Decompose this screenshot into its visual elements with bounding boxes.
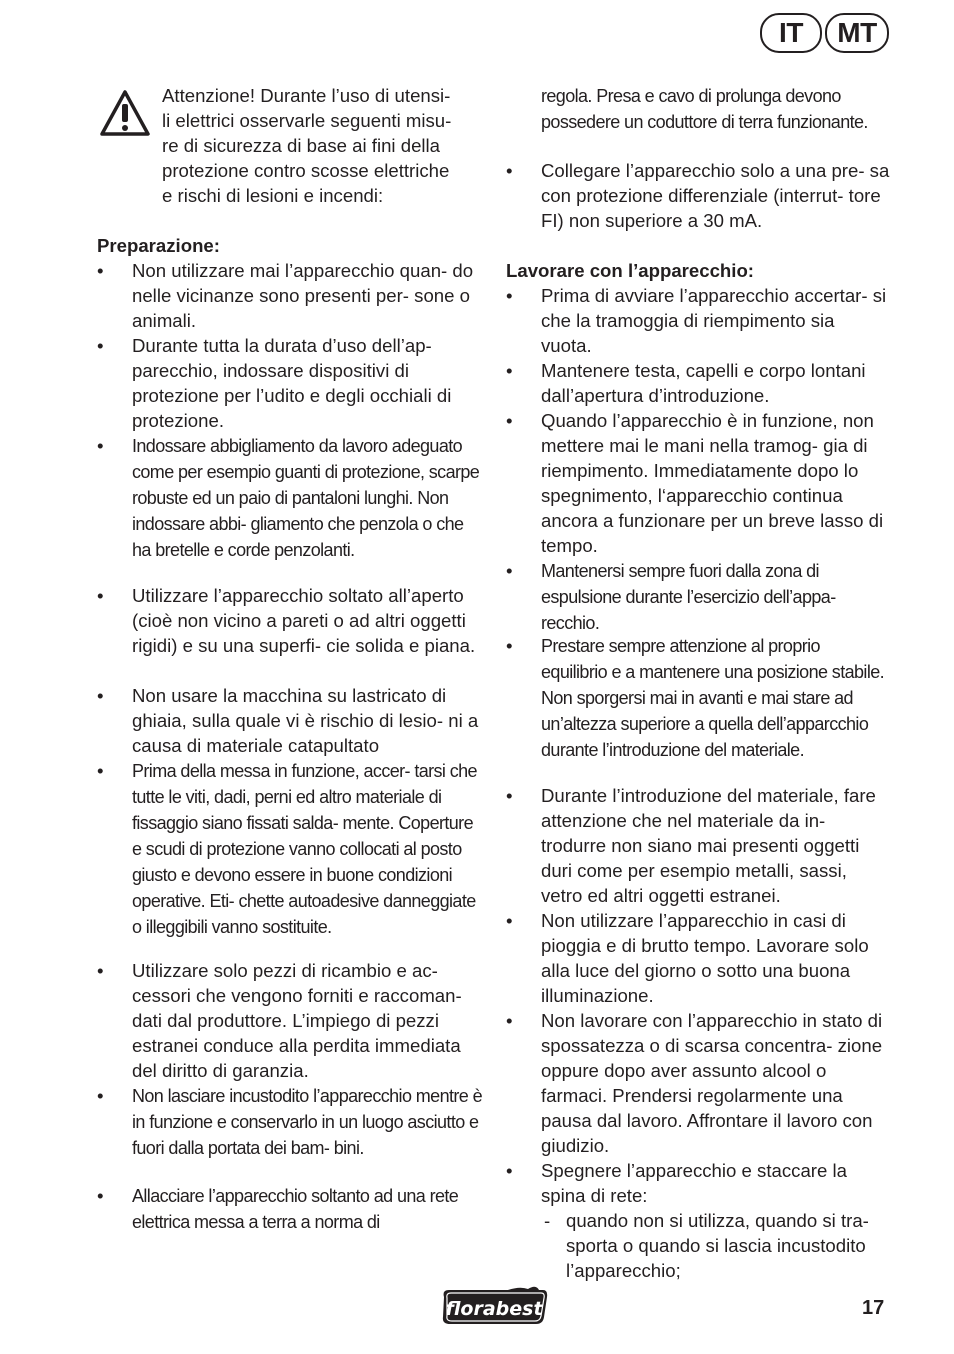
language-badges [760, 13, 889, 53]
warning-notice [97, 83, 482, 208]
sub-list-item: - quando non si utilizza, quando si tra- sporta o quando si lascia incustodito l’apparecchio; [544, 1210, 869, 1281]
list-item: • Non usare la macchina su lastricato di ghiaia, sulla quale vi è rischio di lesio- ni a causa di materiale catapultato [97, 685, 479, 756]
list-item: • Utilizzare solo pezzi di ricambio e ac- cessori che vengono forniti e raccoman- dati dal produttore. L’impiego di pezzi estranei conduce alla perdita immediata del diritto di garanzia. [97, 960, 462, 1081]
warning-line: li elettrici osservarle seguenti misu- [162, 110, 452, 131]
lavorare-list [506, 283, 890, 1283]
list-item: • Utilizzare l’apparecchio soltato all’aperto (cioè non vicino a pareti o ad altri oggetti rigidi) e su una superfi- cie solida e piana. [97, 585, 476, 656]
list-item: • Allacciare l’apparecchio soltanto ad una rete elettrica messa a terra a norma di [97, 1185, 459, 1232]
list-item: • Prima di avviare l’apparecchio accertar- si che la tramoggia di riempimento sia vuota. [506, 285, 887, 356]
left-column [97, 83, 482, 1233]
list-item: • Indossare abbigliamento da lavoro adeguato come per esempio guanti di protezione, scarpe robuste ed un paio di pantaloni lunghi. Non indossare abbi- gliamento che penzola o che ha bretelle e corde penzolanti. [97, 435, 480, 560]
list-item: • Durante tutta la durata d’uso dell’ap- parecchio, indossare dispositivi di protezione per l’udito e degli occhiali di protezione. [97, 335, 452, 431]
list-item: • Non lavorare con l’apparecchio in stato di spossatezza o di scarsa concentra- zione oppure dopo aver assunto alcool o farmaci. Prendersi regolarmente una pausa dal lavoro. Affrontare il lavoro con giudizio. [506, 1010, 883, 1156]
continuation-text: regola. Presa e cavo di prolunga devono possedere un coduttore di terra funzionante. [541, 86, 868, 132]
right-column [506, 83, 890, 1283]
list-item: • Prima della messa in funzione, accer- tarsi che tutte le viti, dadi, perni ed altro materiale di fissaggio siano fissati salda- mente. Coperture e scudi di protezione vanno collocati al posto giusto e devono essere in buone condizioni operative. Eti- chette autoadesive danneggiate o illeggibili vanno sostituite. [97, 760, 477, 937]
lang-badge-mt: MT [825, 13, 889, 53]
list-item: • Quando l’apparecchio è in funzione, non mettere mai le mani nella tramog- gia di riempimento. Immediatamente dopo lo spegnimento, l‘apparecchio continua ancora a funzionare per un breve lasso di tempo. [506, 410, 884, 556]
lang-badge-it: IT [760, 13, 822, 53]
warning-line: e rischi di lesioni e incendi: [162, 185, 384, 206]
section-heading-lavorare: Lavorare con l’apparecchio: [506, 260, 755, 281]
list-item: • Mantenere testa, capelli e corpo lontani dall’apertura d’introduzione. [506, 360, 866, 406]
list-item: • Mantenersi sempre fuori dalla zona di espulsione durante l’esercizio dell’appa- recchio. [506, 560, 836, 633]
warning-line: Attenzione! Durante l’uso di utensi- [162, 85, 451, 106]
florabest-logo [438, 1285, 550, 1327]
warning-triangle-icon [99, 89, 151, 137]
logo-text: florabest [445, 1298, 543, 1320]
page-number: 17 [862, 1297, 885, 1319]
preparazione-list [97, 258, 482, 1233]
warning-line: protezione contro scosse elettriche [162, 160, 450, 181]
list-item: • Non lasciare incustodito l’apparecchio mentre è in funzione e conservarlo in un luogo asciutto e fuori dalla portata dei bam- bini. [97, 1085, 483, 1158]
list-item: • Non utilizzare l’apparecchio in casi di pioggia e di brutto tempo. Lavorare solo alla luce del giorno o sotto una buona illuminazione. [506, 910, 869, 1006]
list-item: • Collegare l’apparecchio solo a una pre- sa con protezione differenziale (interrut- tore FI) non superiore a 30 mA. [506, 160, 890, 231]
section-heading-preparazione: Preparazione: [97, 235, 220, 256]
continuation-list [506, 158, 890, 233]
list-item: • Non utilizzare mai l’apparecchio quan- do nelle vicinanze sono presenti per- sone o animali. [97, 260, 474, 331]
list-item: • Spegnere l’apparecchio e staccare la spina di rete: - quando non si utilizza, quando si tra- sporta o quando si lascia incustodito l’apparecchio; [506, 1158, 890, 1283]
warning-line: re di sicurezza di base ai fini della [162, 135, 441, 156]
list-item: • Prestare sempre attenzione al proprio equilibrio e a mantenere una posizione stabile. Non sporgersi mai in avanti e mai stare ad un’altezza superiore a quella dell’apparcchio durante l’introduzione del materiale. [506, 635, 885, 760]
list-item: • Durante l’introduzione del materiale, fare attenzione che nel materiale da in- trodurre non siano mai presenti oggetti duri come per esempio metalli, sassi, vetro ed altri oggetti estranei. [506, 785, 876, 906]
